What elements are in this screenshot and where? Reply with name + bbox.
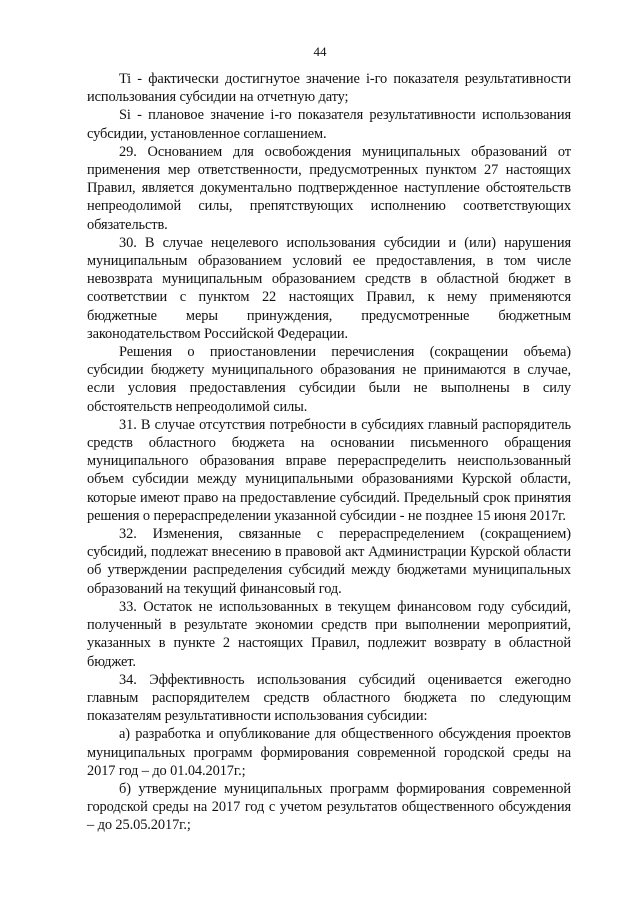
paragraph-suspension-decisions: Решения о приостановлении перечисления (сокращении объема) субсидии бюджету муниципального образования не принимаются в случае, если условия предоставления субсидии были не выполнены в силу обстоятельств непреодолимой силы. bbox=[87, 344, 571, 415]
paragraph-ti-definition: Ti - фактически достигнутое значение i-го показателя результативности использования субсидии на отчетную дату; bbox=[87, 71, 571, 106]
paragraph-34-item-b: б) утверждение муниципальных программ формирования современной городской среды на 2017 год с учетом результатов общественного обсуждения – до 25.05.2017г.; bbox=[87, 780, 571, 834]
paragraph-33: 33. Остаток не использованных в текущем финансовом году субсидий, полученный в результате экономии средств при выполнении мероприятий, указанных в пункте 2 настоящих Правил, подлежит возврату в областной бюджет. bbox=[87, 598, 571, 670]
paragraph-29: 29. Основанием для освобождения муниципальных образований от применения мер ответственности, предусмотренных пунктом 27 настоящих Правил, является документально подтвержденное наступление обстоятельств непреодолимой силы, препятствующих исполнению соответствующих обязательств. bbox=[87, 143, 571, 233]
document-body bbox=[87, 70, 571, 835]
paragraph-34-item-a: а) разработка и опубликование для общественного обсуждения проектов муниципальных программ формирования современной городской среды на 2017 год – до 01.04.2017г.; bbox=[87, 726, 571, 779]
paragraph-32: 32. Изменения, связанные с перераспределением (сокращением) субсидий, подлежат внесению в правовой акт Администрации Курской области об утверждении распределения субсидий между бюджетами муниципальных образований на текущий финансовый год. bbox=[87, 526, 571, 597]
paragraph-30: 30. В случае нецелевого использования субсидии и (или) нарушения муниципальным образованием условий ее предоставления, в том числе невозврата муниципальным образованием средств в областной бюджет в соответствии с пунктом 22 настоящих Правил, к нему применяются бюджетные меры принуждения, предусмотренные бюджетным законодательством Российской Федерации. bbox=[87, 234, 571, 342]
paragraph-31: 31. В случае отсутствия потребности в субсидиях главный распорядитель средств областного бюджета на основании письменного обращения муниципального образования вправе перераспределить неиспользованный объем субсидии между муниципальными образованиями Курской области, которые имеют право на предоставление субсидий. Предельный срок принятия решения о перераспределении указанной субсидии - не позднее 15 июня 2017г. bbox=[87, 416, 571, 524]
paragraph-si-definition: Si - плановое значение i-го показателя результативности использования субсидии, установленное соглашением. bbox=[87, 107, 571, 142]
page-number: 44 bbox=[313, 44, 327, 59]
paragraph-34: 34. Эффективность использования субсидий оценивается ежегодно главным распорядителем средств областного бюджета по следующим показателям результативности использования субсидии: bbox=[87, 671, 571, 725]
